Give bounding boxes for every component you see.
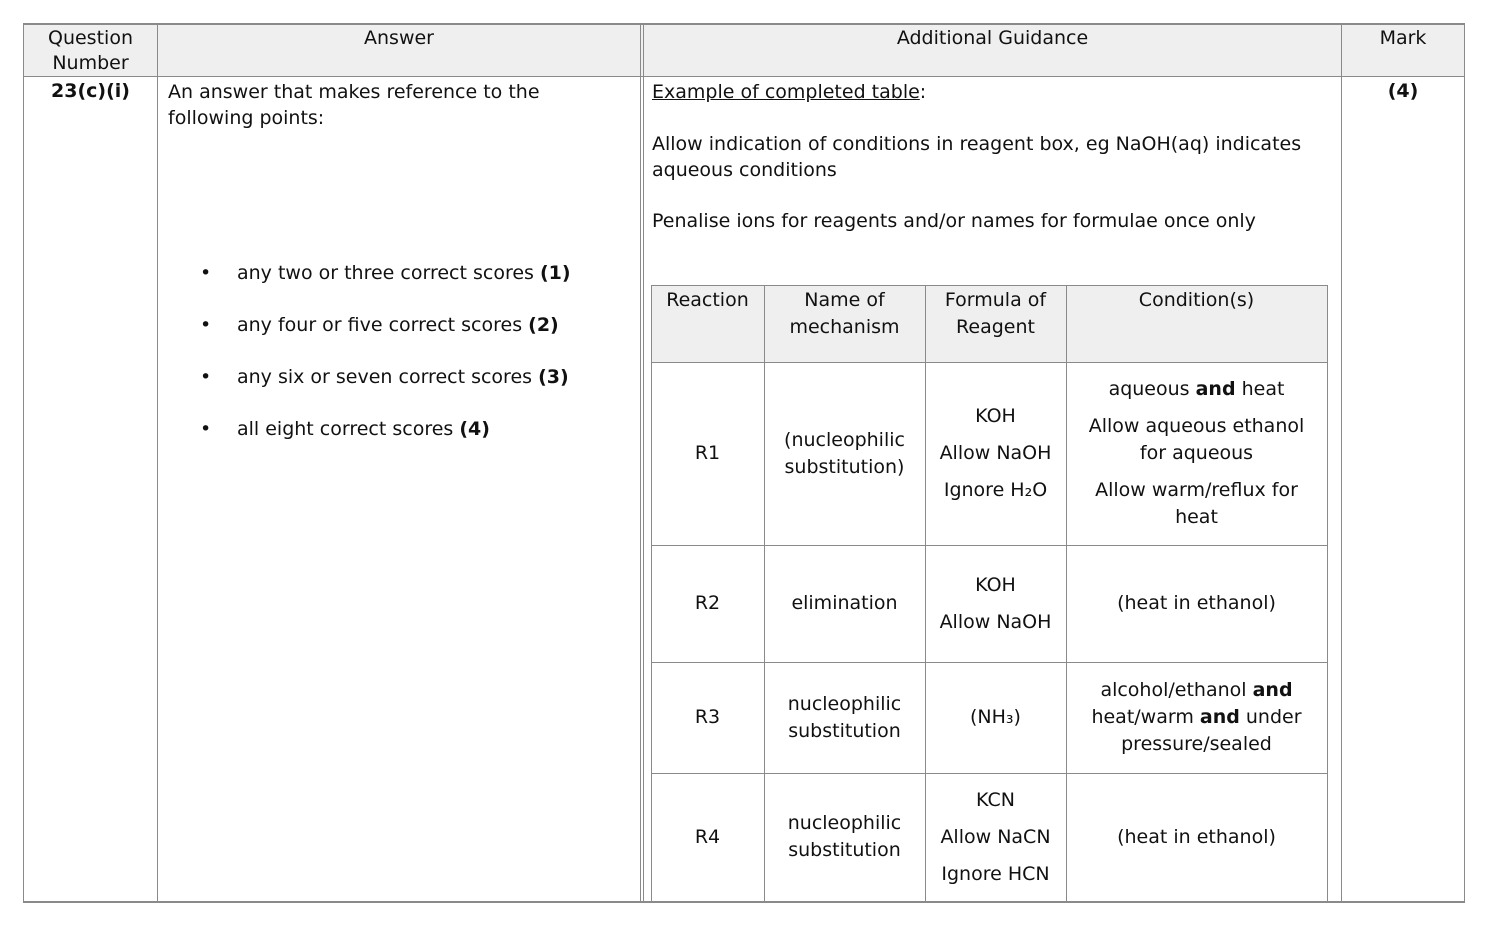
condition-text: and bbox=[1195, 378, 1236, 400]
bullet-text: all eight correct scores bbox=[237, 418, 460, 440]
reaction-cell: R4 bbox=[694, 825, 721, 848]
reagent-cell bbox=[925, 773, 1066, 901]
condition-text: heat bbox=[1235, 378, 1285, 400]
example-heading-text: Example of completed table bbox=[652, 81, 920, 103]
question-number: 23(c)(i) bbox=[51, 80, 130, 102]
reagent-line: Allow NaCN bbox=[940, 825, 1051, 848]
bullet-icon: • bbox=[200, 262, 212, 284]
conditions-cell bbox=[1066, 773, 1327, 901]
reagent-line: Allow NaOH bbox=[939, 610, 1052, 633]
grid-line bbox=[651, 285, 1328, 286]
header-question-number: Question Number bbox=[48, 27, 133, 74]
grid-line bbox=[651, 901, 1328, 902]
answer-bullet bbox=[237, 312, 559, 338]
example-heading: Example of completed table: bbox=[652, 81, 927, 103]
condition-text: and bbox=[1199, 706, 1240, 728]
reagent-cell bbox=[925, 662, 1066, 773]
reagent-cell bbox=[925, 362, 1066, 545]
conditions-cell bbox=[1066, 545, 1327, 662]
condition-line bbox=[1076, 413, 1317, 467]
condition-line bbox=[1109, 376, 1285, 403]
reagent-line: KOH bbox=[975, 573, 1016, 596]
conditions-cell bbox=[1066, 362, 1327, 545]
conditions-cell bbox=[1066, 662, 1327, 773]
answer-intro: An answer that makes reference to the following points: bbox=[168, 81, 540, 129]
reagent-line: Ignore HCN bbox=[941, 862, 1050, 885]
header-answer: Answer bbox=[364, 27, 434, 49]
condition-text: and bbox=[1252, 679, 1293, 701]
condition-line bbox=[1117, 824, 1276, 851]
bullet-score: (4) bbox=[459, 418, 490, 440]
condition-line bbox=[1076, 477, 1317, 531]
condition-text: alcohol/ethanol bbox=[1100, 679, 1253, 701]
condition-text: heat/warm bbox=[1091, 706, 1200, 728]
bullet-icon: • bbox=[200, 314, 212, 336]
bullet-text: any two or three correct scores bbox=[237, 262, 540, 284]
condition-text: (heat in ethanol) bbox=[1117, 825, 1276, 848]
condition-text: Allow warm/reflux for heat bbox=[1095, 479, 1298, 528]
reagent-line: Ignore H₂O bbox=[943, 479, 1048, 501]
condition-line bbox=[1076, 677, 1317, 758]
condition-text: (heat in ethanol) bbox=[1117, 592, 1276, 614]
mechanism-cell: nucleophilic substitution bbox=[787, 812, 902, 861]
answer-bullet bbox=[237, 416, 490, 442]
table-header-cell: Reaction bbox=[666, 289, 749, 311]
answer-bullet bbox=[237, 260, 571, 286]
table-header-cell: Condition(s) bbox=[1138, 289, 1255, 311]
mechanism-cell: nucleophilic substitution bbox=[787, 692, 902, 742]
grid-line bbox=[1327, 285, 1328, 902]
reagent-line: KCN bbox=[976, 788, 1015, 811]
mechanism-cell: elimination bbox=[791, 592, 898, 614]
header-guidance: Additional Guidance bbox=[896, 27, 1089, 49]
condition-line bbox=[1117, 590, 1276, 617]
bullet-score: (1) bbox=[539, 262, 571, 284]
condition-text: under pressure/sealed bbox=[1121, 706, 1302, 755]
guidance-note-conditions: Allow indication of conditions in reagent box, eg NaOH(aq) indicates aqueous conditions bbox=[652, 133, 1302, 181]
bullet-icon: • bbox=[200, 418, 212, 440]
guidance-note-penalise: Penalise ions for reagents and/or names for formulae once only bbox=[652, 210, 1256, 232]
reagent-cell bbox=[925, 545, 1066, 662]
condition-text: Allow aqueous ethanol for aqueous bbox=[1088, 415, 1305, 464]
bullet-icon: • bbox=[200, 366, 212, 388]
reagent-line: (NH₃) bbox=[970, 706, 1021, 728]
mechanism-cell: (nucleophilic substitution) bbox=[784, 428, 905, 478]
bullet-text: any six or seven correct scores bbox=[237, 366, 539, 388]
bullet-score: (3) bbox=[538, 366, 569, 388]
reagent-line: KOH bbox=[975, 405, 1016, 427]
mark-value: (4) bbox=[1387, 80, 1419, 102]
header-mark: Mark bbox=[1379, 27, 1427, 49]
answer-bullet bbox=[237, 364, 569, 390]
reaction-cell: R3 bbox=[694, 706, 721, 728]
reaction-cell: R1 bbox=[694, 442, 721, 464]
bullet-score: (2) bbox=[528, 314, 559, 336]
table-header-cell: Name of mechanism bbox=[789, 289, 900, 338]
table-header-cell: Formula of Reagent bbox=[944, 289, 1047, 338]
reaction-cell: R2 bbox=[694, 592, 721, 614]
bullet-text: any four or five correct scores bbox=[237, 314, 529, 336]
reagent-line: Allow NaOH bbox=[939, 442, 1052, 464]
condition-text: aqueous bbox=[1108, 378, 1196, 400]
